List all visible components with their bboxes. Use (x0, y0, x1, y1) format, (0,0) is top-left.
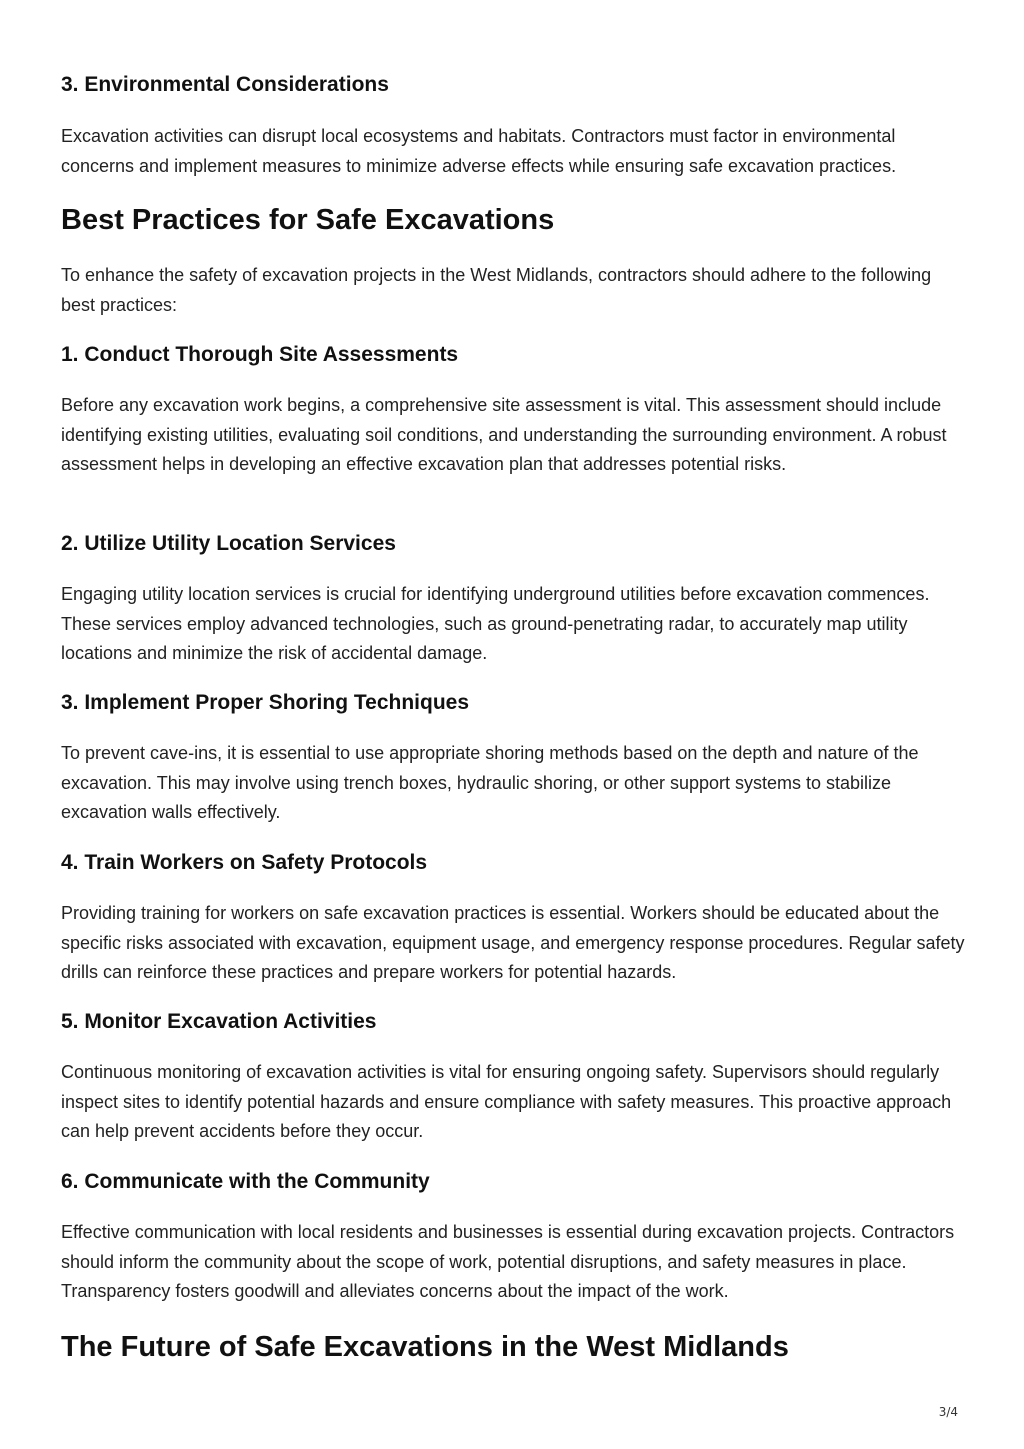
shoring-heading: 3. Implement Proper Shoring Techniques (61, 691, 470, 714)
page-number: 3/4 (938, 1405, 958, 1419)
train-workers-paragraph: Providing training for workers on safe excavation practices is essential. Workers should be educated about the specific risks associated with excavation, equipment usage, and emergency response procedures. Regular safety drills can reinforce these practices and prepare workers for potential hazards. (61, 903, 965, 982)
env-paragraph: Excavation activities can disrupt local ecosystems and habitats. Contractors must factor in environmental concerns and implement measures to minimize adverse effects while ensuring safe excavation practices. (61, 126, 897, 176)
future-heading: The Future of Safe Excavations in the West Midlands (61, 1331, 789, 1363)
train-workers-heading: 4. Train Workers on Safety Protocols (61, 851, 428, 874)
monitor-heading: 5. Monitor Excavation Activities (61, 1010, 377, 1033)
site-assessments-heading: 1. Conduct Thorough Site Assessments (61, 343, 459, 366)
shoring-paragraph: To prevent cave-ins, it is essential to use appropriate shoring methods based on the depth and nature of the excavation. This may involve using trench boxes, hydraulic shoring, or other support systems to stabilize excavation walls effectively. (61, 743, 919, 822)
env-heading: 3. Environmental Considerations (61, 73, 389, 96)
site-assessments-paragraph: Before any excavation work begins, a comprehensive site assessment is vital. This assessment should include identifying existing utilities, evaluating soil conditions, and understanding the surrounding environment. A robust assessment helps in developing an effective excavation plan that addresses potential risks. (61, 395, 947, 474)
monitor-paragraph: Continuous monitoring of excavation activities is vital for ensuring ongoing safety. Supervisors should regularly inspect sites to identify potential hazards and ensure compliance with safety measures. This proactive approach can help prevent accidents before they occur. (61, 1062, 952, 1141)
utility-location-heading: 2. Utilize Utility Location Services (61, 532, 396, 555)
community-heading: 6. Communicate with the Community (61, 1170, 430, 1193)
utility-location-paragraph: Engaging utility location services is crucial for identifying underground utilities before excavation commences. These services employ advanced technologies, such as ground-penetrating radar, to accurately map utility locations and minimize the risk of accidental damage. (61, 584, 930, 663)
best-practices-heading: Best Practices for Safe Excavations (61, 204, 555, 236)
best-practices-intro: To enhance the safety of excavation projects in the West Midlands, contractors should adhere to the following best practices: (61, 265, 932, 315)
community-paragraph: Effective communication with local residents and businesses is essential during excavation projects. Contractors should inform the community about the scope of work, potential disruptions, and safety measures in place. Transparency fosters goodwill and alleviates concerns about the impact of the work. (61, 1222, 955, 1301)
